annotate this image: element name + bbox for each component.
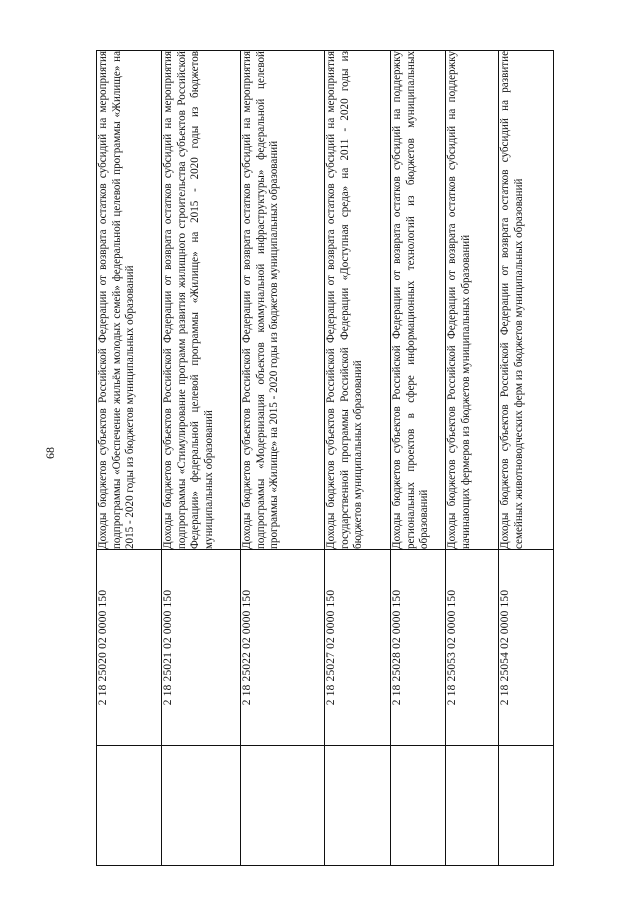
- table-row: [446, 51, 499, 866]
- description-text: Доходы бюджетов субъектов Российской Федерации от возврата остатков субсидий на поддержку начинающих фермеров из бюджетов муниципальных образований: [446, 51, 472, 549]
- table-row: [325, 51, 391, 866]
- rotated-table-container: [96, 50, 553, 866]
- description-cell: [499, 51, 554, 550]
- empty-cell: [446, 746, 499, 866]
- description-text: Доходы бюджетов субъектов Российской Федерации от возврата остатков субсидий на мероприятия подпрограммы «Стимулирование программ развития жилищного строительства субъектов Российской Федерации» федеральной целевой программы «Жилище» на 2015 - 2020 годы из бюджетов муниципальных образований: [162, 51, 215, 549]
- table-row: [391, 51, 446, 866]
- page-number: 68: [43, 447, 57, 459]
- budget-code-cell: 2 18 25027 02 0000 150: [325, 550, 391, 746]
- description-cell: [241, 51, 325, 550]
- budget-code-cell: 2 18 25021 02 0000 150: [162, 550, 241, 746]
- empty-cell: [97, 746, 162, 866]
- budget-code-cell: 2 18 25028 02 0000 150: [391, 550, 446, 746]
- empty-cell: [162, 746, 241, 866]
- budget-code-cell: 2 18 25054 02 0000 150: [499, 550, 554, 746]
- table-row: [241, 51, 325, 866]
- description-cell: [97, 51, 162, 550]
- budget-code-cell: 2 18 25020 02 0000 150: [97, 550, 162, 746]
- empty-cell: [499, 746, 554, 866]
- empty-cell: [241, 746, 325, 866]
- description-cell: [325, 51, 391, 550]
- description-cell: [391, 51, 446, 550]
- empty-cell: [325, 746, 391, 866]
- table-row: [499, 51, 554, 866]
- description-cell: [162, 51, 241, 550]
- description-text: Доходы бюджетов субъектов Российской Федерации от возврата остатков субсидий на мероприятия подпрограммы «Обеспечение жильём молодых семей» федеральной целевой программы «Жилище» на 2015 - 2020 годы из бюджетов муниципальных образований: [97, 51, 137, 549]
- empty-cell: [391, 746, 446, 866]
- description-cell: [446, 51, 499, 550]
- budget-income-table: [96, 50, 554, 866]
- budget-code-cell: 2 18 25053 02 0000 150: [446, 550, 499, 746]
- description-text: Доходы бюджетов субъектов Российской Федерации от возврата остатков субсидий на мероприятия государственной программы Российской Федерации «Доступная среда» на 2011 - 2020 годы из бюджетов муниципальных образований: [325, 51, 365, 549]
- description-text: Доходы бюджетов субъектов Российской Федерации от возврата остатков субсидий на мероприятия подпрограммы «Модернизация объектов коммунальной инфраструктуры» федеральной целевой программы «Жилище» на 2015 - 2020 годы из бюджетов муниципальных образований: [241, 51, 281, 549]
- budget-code-cell: 2 18 25022 02 0000 150: [241, 550, 325, 746]
- table-row: [97, 51, 162, 866]
- description-text: Доходы бюджетов субъектов Российской Федерации от возврата остатков субсидий на развитие семейных животноводческих ферм из бюджетов муниципальных образований: [499, 51, 525, 549]
- description-text: Доходы бюджетов субъектов Российской Федерации от возврата остатков субсидий на поддержку региональных проектов в сфере информационных технологий из бюджетов муниципальных образований: [391, 51, 431, 549]
- table-row: [162, 51, 241, 866]
